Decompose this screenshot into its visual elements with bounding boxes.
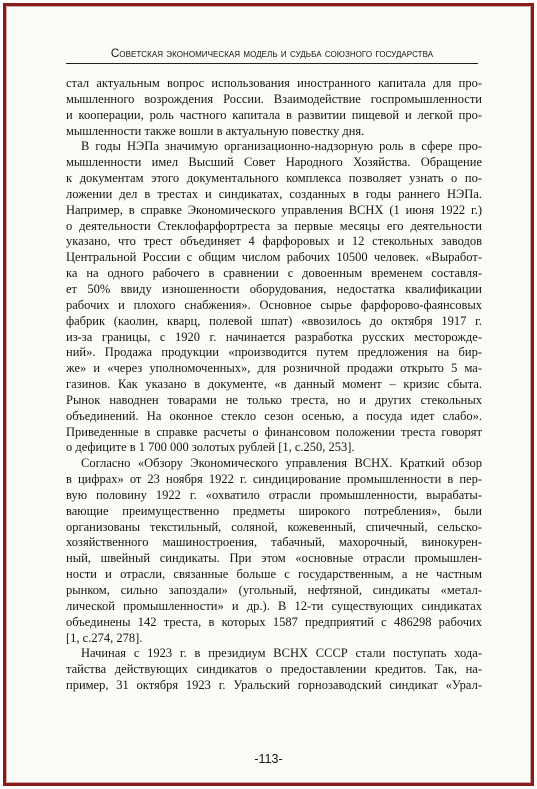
text-line: газинов. Как указано в документе, «в данный момент – кризис сбыта. [66, 377, 482, 392]
text-line: Рынок наводнен товарами не только треста, но и других стекольных [66, 392, 482, 407]
text-line: о деятельности Стеклофарфортреста за первые месяцы его деятельности [66, 218, 482, 233]
text-line: мышленности также вошли в актуальную повестку дня. [66, 123, 365, 138]
text-line: к документам этого документального комплекса позволяет узнать о по- [66, 171, 482, 186]
text-line: ложении дел в трестах и синдикатах, созданных в годы раннего НЭПа. [66, 186, 482, 201]
text-line: о дефиците в 1 700 000 золотых рублей [1, с.250, 253]. [66, 440, 355, 455]
text-line: вую половину 1922 г. «охватило отрасли промышленности, вырабаты- [66, 487, 482, 502]
running-header: Советская экономическая модель и судьба союзного государства [110, 47, 434, 60]
document-page [6, 6, 531, 783]
text-line: ности и отрасли, связанные больше с государственным, а не частным [66, 567, 482, 582]
text-line: и кооперации, роль частного капитала в развитии пищевой и легкой про- [66, 107, 482, 122]
text-line: мышленности имел Высший Совет Народного Хозяйства. Обращение [66, 155, 482, 170]
text-line: Начиная с 1923 г. в президиум ВСНХ СССР стали поступать хода- [81, 646, 482, 661]
text-line: же» и «через уполномоченных», для розничной продажи открыто 5 ма- [66, 361, 482, 376]
text-line: мышленного возрождения России. Взаимодействие госпромышленности [66, 91, 482, 106]
text-line: организованы текстильный, соляной, кожевенный, спичечный, сельско- [66, 519, 482, 534]
page-frame [3, 3, 534, 786]
text-line: Приведенные в справке расчеты о финансовом положении треста говорят [66, 424, 482, 439]
text-line: Согласно «Обзору Экономического управления ВСНХ. Краткий обзор [81, 456, 482, 471]
text-line: ка на одного рабочего в сравнении с довоенным временем составля- [66, 266, 482, 281]
text-line: лической промышленности» и др.). В 12-ти существующих синдикатах [66, 598, 482, 613]
text-line: объединений. На оконное стекло сезон осенью, а посуда идет слабо». [66, 408, 482, 423]
text-line: из-за границы, с 1920 г. начинается разработка русских месторожде- [66, 329, 482, 344]
text-line: фабрик (каолин, кварц, полевой шпат) «ввозилось до октября 1917 г. [66, 313, 482, 328]
text-line: указано, что трест объединяет 4 фарфоровых и 12 стекольных заводов [66, 234, 482, 249]
text-line: хозяйственного машиностроения, табачный, махорочный, винокурен- [66, 535, 482, 550]
text-line: рабочих и плохого снабжения». Основное сырье фарфорово-фаянсовых [66, 297, 482, 312]
text-line: Центральной России с общим числом рабочих 10500 человек. «Выработ- [66, 250, 482, 265]
text-line: пример, 31 октября 1923 г. Уральский горнозаводский синдикат «Урал- [66, 678, 482, 693]
text-line: стал актуальным вопрос использования иностранного капитала для про- [66, 76, 482, 90]
header-rule [66, 63, 478, 64]
body-text [66, 76, 482, 694]
text-line: тайства действующих синдикатов о предоставлении кредитов. Так, на- [66, 662, 482, 677]
text-line: ный, швейный синдикаты. При этом «основные отрасли промышлен- [66, 551, 482, 566]
text-line: В годы НЭПа значимую организационно-надзорную роль в сфере про- [81, 139, 482, 154]
text-line: ет 50% ввиду изношенности оборудования, недостатка квалификации [66, 281, 482, 296]
page-number: -113- [254, 752, 283, 766]
text-line: Например, в справке Экономического управления ВСНХ (1 июня 1922 г.) [66, 202, 482, 217]
text-line: объединены 142 треста, в которых 1587 предприятий с 486298 рабочих [66, 614, 482, 629]
text-line: рынком, сильно запоздали» (угольный, нефтяной, синдикаты «метал- [66, 583, 482, 597]
text-line: ний». Продажа продукции «производится путем предложения на бир- [66, 345, 482, 360]
text-line: [1, с.274, 278]. [66, 630, 143, 645]
text-line: вающие преимущественно предметы широкого потребления», были [66, 503, 482, 518]
text-line: в цифрах» от 23 ноября 1922 г. синдицирование промышленности в пер- [66, 472, 482, 487]
